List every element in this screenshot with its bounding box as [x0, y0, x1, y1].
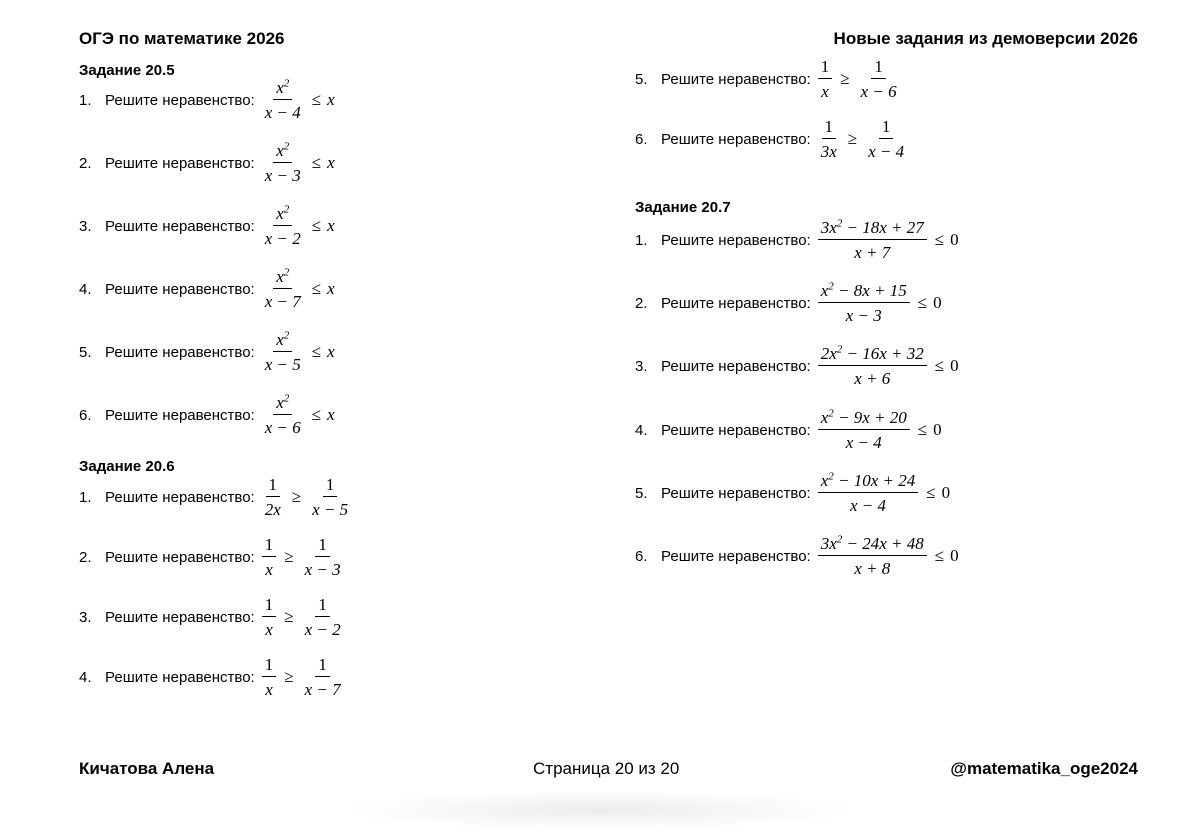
numerator: $2x^2 - 16x + 32$: [818, 344, 927, 366]
operator: ≥: [284, 667, 294, 686]
task-prompt: Решите неравенство:: [661, 130, 811, 148]
inequality: [815, 57, 903, 101]
task-number: 3.: [79, 608, 92, 626]
task-20-7-5: [635, 471, 950, 515]
task-20-6-3: [79, 595, 347, 639]
inequality: [815, 344, 959, 388]
right-side: 0: [950, 546, 959, 565]
task-prompt: Решите неравенство:: [661, 484, 811, 502]
left-denominator: x: [265, 680, 273, 699]
operator: ≥: [291, 487, 302, 506]
left-numerator: 1: [262, 595, 277, 617]
task-20-7-2: [635, 281, 942, 325]
inequality: [815, 281, 942, 325]
task-20-5-3: [79, 204, 335, 248]
operator: ≤: [311, 216, 322, 235]
operator: ≤: [311, 279, 322, 298]
operator: ≤: [934, 356, 945, 375]
left-denominator: 2x: [264, 500, 281, 519]
task-20-6-6: [635, 117, 910, 161]
numerator-rest: − 24x + 48: [842, 534, 924, 553]
right-numerator: 1: [879, 117, 894, 139]
inequality: [259, 655, 347, 699]
task-prompt: Решите неравенство:: [105, 91, 255, 109]
right-numerator: 1: [315, 595, 330, 617]
task-20-5-4: [79, 267, 335, 311]
inequality: [259, 475, 354, 519]
left-numerator: 1: [262, 655, 277, 677]
task-20-5-1: [79, 78, 335, 122]
task-number: 3.: [635, 357, 648, 375]
right-side: x: [327, 279, 335, 298]
numerator: x: [276, 204, 284, 223]
task-number: 2.: [79, 154, 92, 172]
operator: ≤: [311, 90, 322, 109]
right-denominator: x − 7: [304, 680, 341, 699]
operator: ≥: [840, 69, 850, 88]
left-denominator: 3x: [820, 142, 837, 161]
left-denominator: x: [821, 82, 829, 101]
task-number: 6.: [635, 130, 648, 148]
inequality: [259, 595, 347, 639]
numerator-rest: − 18x + 27: [842, 218, 924, 237]
inequality: $\frac{x^2}{x - 5}$ ≤ x: [259, 330, 335, 374]
task-number: 5.: [79, 343, 92, 361]
operator: ≥: [284, 547, 294, 566]
inequality: $\frac{x^2}{x - 3}$ ≤ x: [259, 141, 335, 185]
operator: ≤: [934, 546, 945, 565]
numerator: $3x^2 - 18x + 27$: [818, 218, 927, 240]
task-prompt: Решите неравенство:: [661, 547, 811, 565]
task-number: 5.: [635, 70, 648, 88]
task-prompt: Решите неравенство:: [105, 406, 255, 424]
task-number: 4.: [635, 421, 648, 439]
task-prompt: Решите неравенство:: [105, 280, 255, 298]
task-20-6-2: [79, 535, 347, 579]
denominator: x + 6: [854, 369, 891, 388]
task-20-7-1: [635, 218, 959, 262]
operator: ≤: [311, 153, 322, 172]
numerator-rest: − 9x + 20: [833, 408, 907, 427]
task-number: 1.: [79, 488, 92, 506]
denominator: x − 2: [264, 229, 301, 248]
left-numerator: 1: [818, 57, 833, 79]
left-denominator: x: [265, 620, 273, 639]
numerator: $x^2 - 10x + 24$: [818, 471, 919, 493]
numerator: $3x^2 - 24x + 48$: [818, 534, 927, 556]
left-denominator: x: [265, 560, 273, 579]
denominator: x − 5: [264, 355, 301, 374]
footer-handle: @matematika_oge2024: [950, 759, 1138, 778]
task-prompt: Решите неравенство:: [661, 70, 811, 88]
right-denominator: x − 3: [304, 560, 341, 579]
inequality: [815, 218, 959, 262]
right-side: 0: [933, 293, 942, 312]
task-prompt: Решите неравенство:: [661, 231, 811, 249]
task-20-5-5: [79, 330, 335, 374]
task-number: 4.: [79, 668, 92, 686]
task-number: 6.: [79, 406, 92, 424]
denominator: x − 3: [845, 306, 882, 325]
right-side: 0: [933, 420, 942, 439]
numerator: $x^2 - 8x + 15$: [818, 281, 910, 303]
task-20-7-4: [635, 408, 942, 452]
operator: ≤: [917, 293, 928, 312]
task-20-5-6: [79, 393, 335, 437]
right-denominator: x − 5: [312, 500, 349, 519]
inequality: $\frac{x^2}{x - 4}$ ≤ x: [259, 78, 335, 122]
right-side: x: [327, 405, 335, 424]
section-title-20-6: Задание 20.6: [79, 458, 175, 475]
task-prompt: Решите неравенство:: [105, 548, 255, 566]
task-prompt: Решите неравенство:: [661, 357, 811, 375]
leading-coefficient: 2: [820, 344, 830, 363]
numerator: x: [276, 141, 284, 160]
denominator: x − 7: [264, 292, 301, 311]
operator: ≥: [847, 129, 858, 148]
task-number: 3.: [79, 217, 92, 235]
operator: ≤: [311, 405, 322, 424]
task-prompt: Решите неравенство:: [105, 668, 255, 686]
inequality: [815, 471, 950, 515]
task-prompt: Решите неравенство:: [105, 488, 255, 506]
task-prompt: Решите неравенство:: [105, 154, 255, 172]
header-title: ОГЭ по математике 2026: [79, 29, 285, 48]
numerator: x: [276, 393, 284, 412]
task-number: 2.: [635, 294, 648, 312]
right-numerator: 1: [323, 475, 338, 497]
task-20-7-3: [635, 344, 959, 388]
denominator: x − 4: [264, 103, 301, 122]
denominator: x + 7: [854, 243, 891, 262]
left-numerator: 1: [822, 117, 837, 139]
numerator-rest: − 8x + 15: [833, 281, 907, 300]
task-number: 1.: [79, 91, 92, 109]
operator: ≥: [284, 607, 294, 626]
page-shadow: [340, 790, 860, 830]
right-numerator: 1: [315, 535, 330, 557]
right-side: x: [327, 153, 335, 172]
footer-page-number: Страница 20 из 20: [533, 759, 680, 778]
inequality: $\frac{x^2}{x - 7}$ ≤ x: [259, 267, 335, 311]
operator: ≤: [917, 420, 928, 439]
task-number: 6.: [635, 547, 648, 565]
denominator: x − 3: [264, 166, 301, 185]
leading-coefficient: 3: [820, 218, 830, 237]
header-subtitle: Новые задания из демоверсии 2026: [833, 29, 1138, 48]
task-20-6-4: [79, 655, 347, 699]
task-20-6-5: [635, 57, 903, 101]
inequality: $\frac{x^2}{x - 2}$ ≤ x: [259, 204, 335, 248]
task-20-6-1: [79, 475, 354, 519]
right-side: 0: [941, 483, 951, 502]
task-prompt: Решите неравенство:: [105, 608, 255, 626]
right-numerator: 1: [315, 655, 330, 677]
task-number: 1.: [635, 231, 648, 249]
numerator-rest: − 16x + 32: [842, 344, 924, 363]
numerator: $x^2 - 9x + 20$: [818, 408, 910, 430]
section-title-20-7: Задание 20.7: [635, 199, 731, 216]
task-prompt: Решите неравенство:: [105, 343, 255, 361]
operator: ≤: [926, 483, 936, 502]
task-prompt: Решите неравенство:: [661, 294, 811, 312]
footer-author: Кичатова Алена: [79, 759, 215, 778]
denominator: x − 4: [849, 496, 887, 515]
task-20-5-2: [79, 141, 335, 185]
numerator: x: [276, 330, 284, 349]
task-20-7-6: [635, 534, 959, 578]
right-denominator: x − 6: [860, 82, 897, 101]
inequality: [259, 535, 347, 579]
inequality: [815, 117, 910, 161]
left-numerator: 1: [262, 535, 277, 557]
operator: ≤: [311, 342, 322, 361]
numerator: x: [276, 267, 284, 286]
task-number: 4.: [79, 280, 92, 298]
inequality: [815, 534, 959, 578]
task-number: 2.: [79, 548, 92, 566]
leading-coefficient: 3: [820, 534, 830, 553]
task-prompt: Решите неравенство:: [105, 217, 255, 235]
right-side: x: [327, 216, 335, 235]
numerator: x: [276, 78, 284, 97]
right-side: 0: [950, 230, 959, 249]
right-side: 0: [950, 356, 959, 375]
operator: ≤: [934, 230, 945, 249]
left-numerator: 1: [266, 475, 281, 497]
task-number: 5.: [635, 484, 648, 502]
right-numerator: 1: [871, 57, 886, 79]
section-title-20-5: Задание 20.5: [79, 62, 175, 79]
denominator: x + 8: [854, 559, 891, 578]
numerator-rest: − 10x + 24: [833, 471, 916, 490]
denominator: x − 4: [845, 433, 882, 452]
right-denominator: x − 4: [868, 142, 905, 161]
right-side: x: [327, 90, 335, 109]
right-side: x: [327, 342, 335, 361]
right-denominator: x − 2: [304, 620, 341, 639]
inequality: [815, 408, 942, 452]
denominator: x − 6: [264, 418, 301, 437]
task-prompt: Решите неравенство:: [661, 421, 811, 439]
inequality: $\frac{x^2}{x - 6}$ ≤ x: [259, 393, 335, 437]
